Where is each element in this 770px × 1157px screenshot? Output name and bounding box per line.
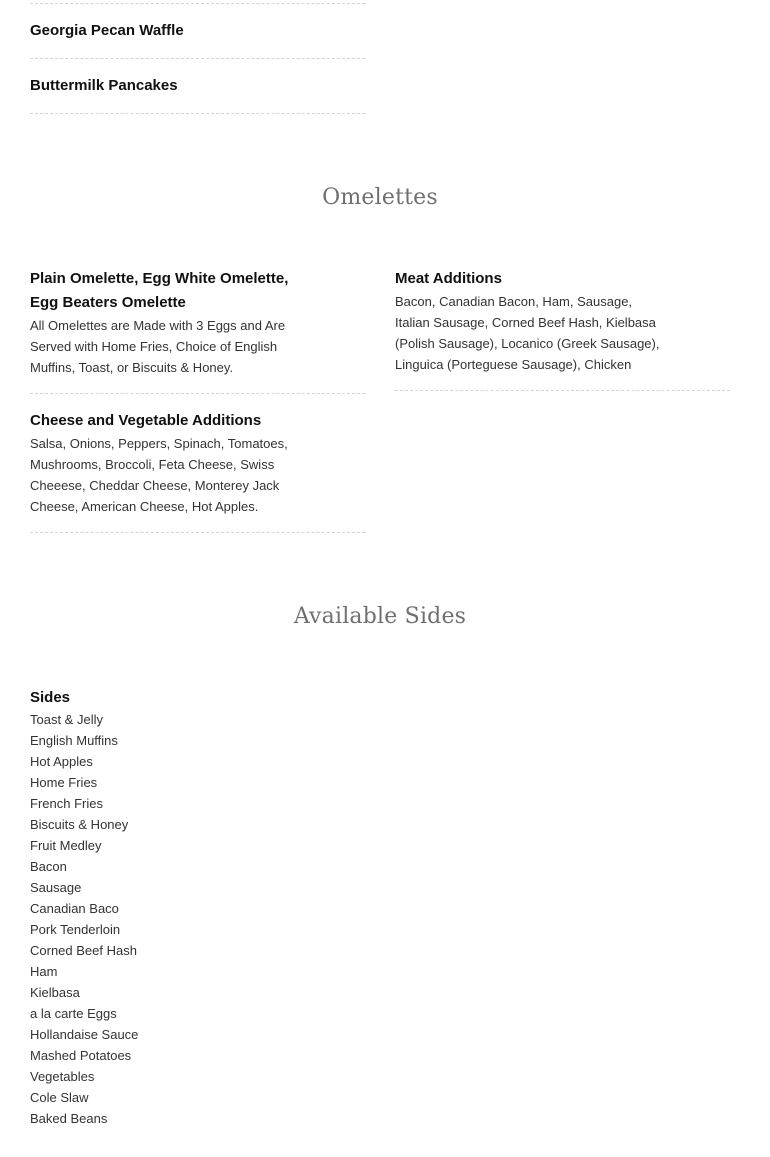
side-item: Fruit Medley (30, 838, 102, 853)
side-item: Mashed Potatoes (30, 1048, 132, 1063)
menu-item-description (30, 433, 350, 517)
menu-item-title (30, 267, 350, 315)
side-item: English Muffins (30, 733, 118, 748)
description-line: Salsa, Onions, Peppers, Spinach, Tomatoes, (30, 436, 288, 451)
description-line: (Polish Sausage), Locanico (Greek Sausage), (395, 336, 660, 351)
menu-divider (30, 113, 365, 114)
description-line: Cheeese, Cheddar Cheese, Monterey Jack (30, 478, 280, 493)
description-line: Served with Home Fries, Choice of English (30, 339, 278, 354)
side-item: Corned Beef Hash (30, 943, 137, 958)
side-item: Toast & Jelly (30, 712, 103, 727)
side-item: Vegetables (30, 1069, 95, 1084)
description-line: Bacon, Canadian Bacon, Ham, Sausage, (395, 294, 633, 309)
title-line: Plain Omelette, Egg White Omelette, (30, 270, 289, 287)
side-item: Ham (30, 964, 58, 979)
side-item: Cole Slaw (30, 1090, 89, 1105)
menu-item-description (30, 315, 350, 378)
section-heading-omelettes: Omelettes (322, 185, 438, 210)
side-item: a la carte Eggs (30, 1006, 117, 1021)
description-line: Cheese, American Cheese, Hot Apples. (30, 499, 259, 514)
menu-divider (30, 58, 365, 59)
sides-title: Sides (30, 689, 71, 706)
menu-divider (395, 390, 730, 391)
menu-item-title: Georgia Pecan Waffle (30, 22, 184, 39)
menu-item-description (395, 291, 725, 375)
description-line: Italian Sausage, Corned Beef Hash, Kielbasa (395, 315, 656, 330)
side-item: Kielbasa (30, 985, 80, 1000)
side-item: Baked Beans (30, 1111, 108, 1126)
section-heading-sides: Available Sides (293, 604, 467, 629)
description-line: All Omelettes are Made with 3 Eggs and Are (30, 318, 286, 333)
side-item: Hot Apples (30, 754, 93, 769)
side-item: Pork Tenderloin (30, 922, 121, 937)
menu-item-title: Buttermilk Pancakes (30, 77, 178, 94)
sides-list (30, 709, 138, 1129)
side-item: Canadian Baco (30, 901, 119, 916)
side-item: Hollandaise Sauce (30, 1027, 139, 1042)
description-line: Mushrooms, Broccoli, Feta Cheese, Swiss (30, 457, 275, 472)
menu-item-title: Meat Additions (395, 270, 502, 287)
menu-divider (30, 393, 365, 394)
description-line: Linguica (Porteguese Sausage), Chicken (395, 357, 632, 372)
side-item: Biscuits & Honey (30, 817, 129, 832)
menu-divider (30, 3, 365, 4)
side-item: Sausage (30, 880, 82, 895)
side-item: Home Fries (30, 775, 98, 790)
side-item: Bacon (30, 859, 67, 874)
title-line: Egg Beaters Omelette (30, 294, 186, 311)
menu-item-title: Cheese and Vegetable Additions (30, 412, 262, 429)
description-line: Muffins, Toast, or Biscuits & Honey. (30, 360, 234, 375)
menu-divider (30, 532, 365, 533)
side-item: French Fries (30, 796, 103, 811)
